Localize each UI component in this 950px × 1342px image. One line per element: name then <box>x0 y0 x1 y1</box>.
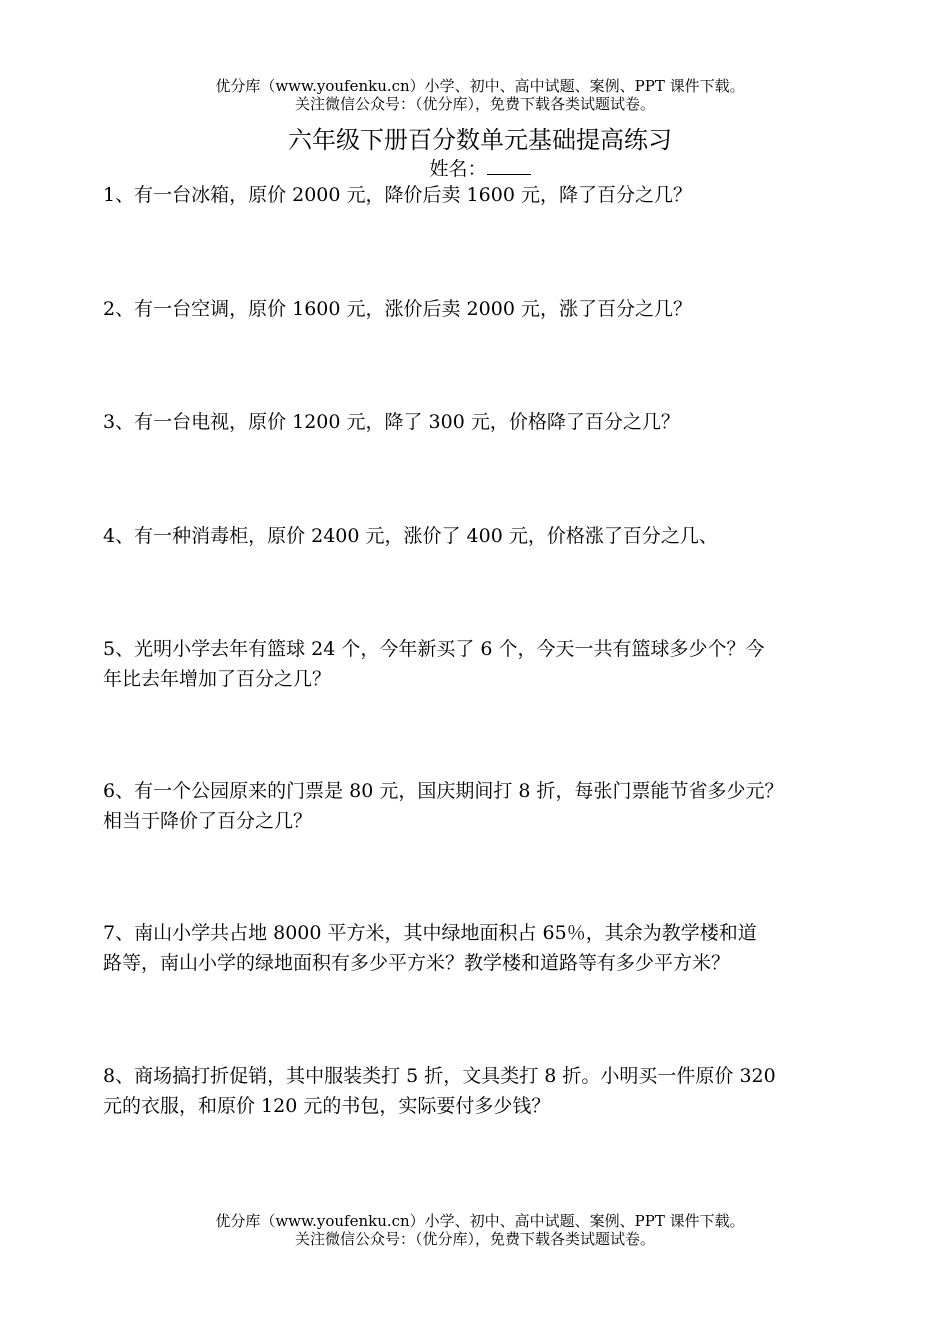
question-2 <box>103 294 863 324</box>
question-1 <box>103 180 863 210</box>
question-line: 4、有一种消毒柜，原价 2400 元，涨价了 400 元，价格涨了百分之几、 <box>103 525 718 547</box>
header-line-2: 关注微信公众号：（优分库），免费下载各类试题试卷。 <box>294 95 655 113</box>
question-line: 3、有一台电视，原价 1200 元，降了 300 元，价格降了百分之几？ <box>103 411 680 433</box>
footer-line-2: 关注微信公众号：（优分库），免费下载各类试题试卷。 <box>294 1230 655 1248</box>
footer-line-1: 优分库（www.youfenku.cn）小学、初中、高中试题、案例、PPT 课件下载。 <box>215 1212 745 1230</box>
question-7 <box>103 918 863 978</box>
question-5 <box>103 634 863 694</box>
question-line: 8、商场搞打折促销，其中服装类打 5 折，文具类打 8 折。小明买一件原价 320 <box>103 1065 776 1087</box>
question-6 <box>103 776 863 836</box>
question-3 <box>103 407 863 437</box>
question-line: 2、有一台空调，原价 1600 元，涨价后卖 2000 元，涨了百分之几？ <box>103 298 692 320</box>
name-blank[interactable] <box>487 156 531 175</box>
name-label: 姓名： <box>429 158 487 180</box>
question-4 <box>103 521 863 551</box>
page-title: 六年级下册百分数单元基础提高练习 <box>288 126 672 154</box>
question-line: 相当于降价了百分之几？ <box>103 810 313 832</box>
question-line: 6、有一个公园原来的门票是 80 元，国庆期间打 8 折，每张门票能节省多少元？ <box>103 780 784 802</box>
question-line: 1、有一台冰箱，原价 2000 元，降价后卖 1600 元，降了百分之几？ <box>103 184 692 206</box>
question-line: 7、南山小学共占地 8000 平方米，其中绿地面积占 65％，其余为教学楼和道 <box>103 922 757 944</box>
question-line: 年比去年增加了百分之几？ <box>103 668 332 690</box>
question-line: 路等，南山小学的绿地面积有多少平方米？教学楼和道路等有多少平方米？ <box>103 952 731 974</box>
header-line-1: 优分库（www.youfenku.cn）小学、初中、高中试题、案例、PPT 课件下载。 <box>215 77 745 95</box>
question-line: 5、光明小学去年有篮球 24 个，今年新买了 6 个，今天一共有篮球多少个？今 <box>103 638 765 660</box>
question-line: 元的衣服，和原价 120 元的书包，实际要付多少钱？ <box>103 1095 551 1117</box>
name-field <box>0 156 950 181</box>
question-8 <box>103 1061 863 1121</box>
page-header <box>0 77 950 113</box>
page-footer <box>0 1212 950 1248</box>
